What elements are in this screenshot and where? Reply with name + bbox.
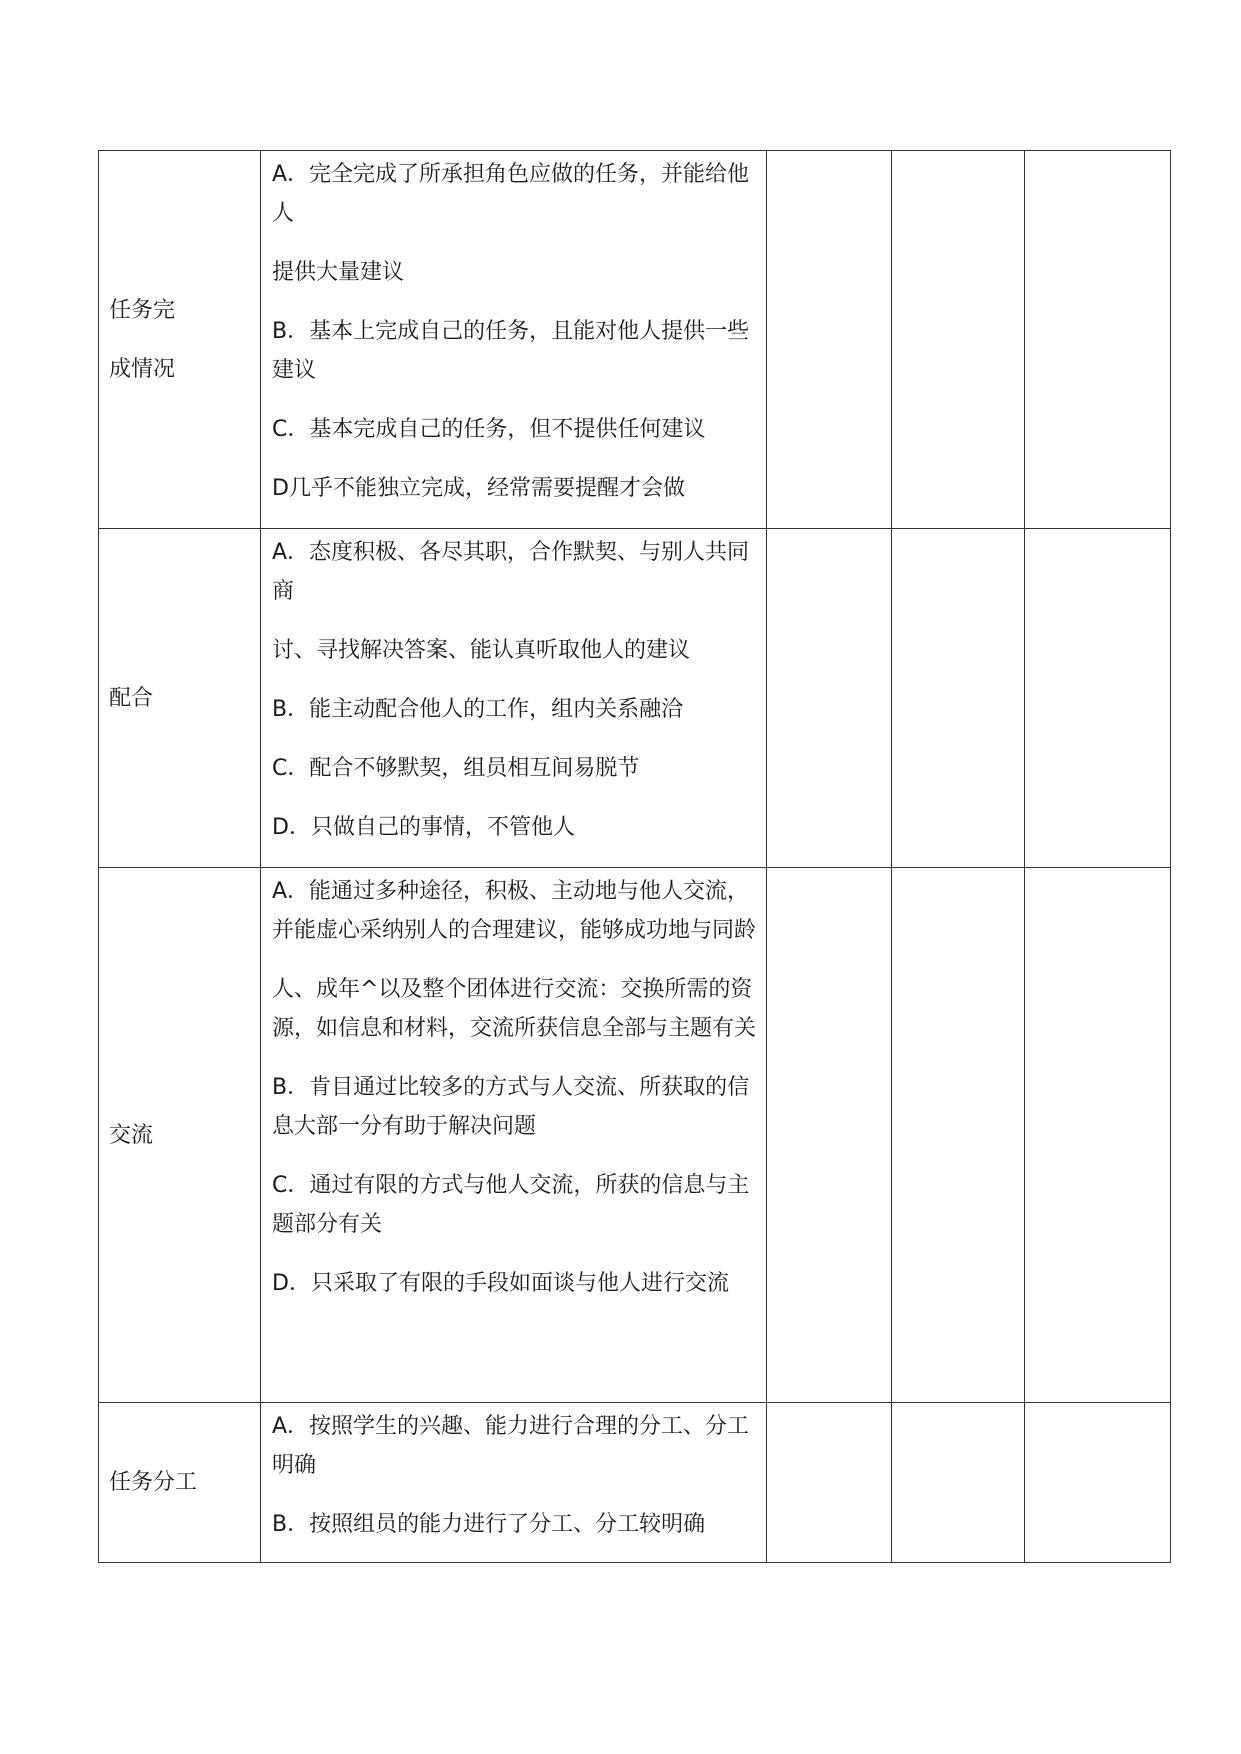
- criteria-item: B．基本上完成自己的任务，且能对他人提供一些建议: [272, 319, 750, 383]
- evaluation-table: [98, 150, 1171, 1563]
- category-cell: [99, 868, 261, 1403]
- category-label: 任务分工: [109, 1470, 198, 1495]
- criteria-item: D几乎不能独立完成，经常需要提醒才会做: [272, 476, 685, 501]
- score-cell[interactable]: [1025, 868, 1171, 1403]
- criteria-item: D．只采取了有限的手段如面谈与他人进行交流: [272, 1271, 729, 1296]
- category-label: 交流: [109, 1122, 154, 1148]
- score-cell[interactable]: [892, 868, 1025, 1403]
- criteria-item: A．按照学生的兴趣、能力进行合理的分工、分工明确: [272, 1414, 750, 1478]
- table-row: [99, 151, 1171, 529]
- criteria-item: A．完全完成了所承担角色应做的任务，并能给他人: [272, 162, 750, 226]
- table-row: [99, 868, 1171, 1403]
- criteria-cell: [261, 151, 767, 529]
- criteria-item: 讨、寻找解决答案、能认真听取他人的建议: [272, 638, 691, 663]
- score-cell[interactable]: [892, 1403, 1025, 1563]
- score-cell[interactable]: [1025, 1403, 1171, 1563]
- criteria-item: D．只做自己的事情，不管他人: [272, 815, 575, 840]
- criteria-item: B．按照组员的能力进行了分工、分工较明确: [272, 1512, 706, 1537]
- category-cell: [99, 529, 261, 868]
- category-label: 配合: [109, 685, 154, 711]
- table-row: [99, 1403, 1171, 1563]
- criteria-item: A．态度积极、各尽其职，合作默契、与别人共同商: [272, 540, 750, 604]
- criteria-item: B．肯目通过比较多的方式与人交流、所获取的信息大部一分有助于解决问题: [272, 1075, 750, 1139]
- criteria-item: C．基本完成自己的任务，但不提供任何建议: [272, 417, 706, 442]
- criteria-item: 提供大量建议: [272, 260, 405, 285]
- score-cell[interactable]: [767, 868, 892, 1403]
- criteria-item: C．配合不够默契，组员相互间易脱节: [272, 756, 640, 781]
- table-row: [99, 529, 1171, 868]
- category-label: 成情况: [109, 356, 176, 382]
- score-cell[interactable]: [892, 529, 1025, 868]
- score-cell[interactable]: [767, 1403, 892, 1563]
- score-cell[interactable]: [767, 151, 892, 529]
- category-cell: [99, 1403, 261, 1563]
- category-label: 任务完: [109, 297, 176, 323]
- criteria-cell: [261, 868, 767, 1403]
- criteria-item: 人、成年^以及整个团体进行交流：交换所需的资源，如信息和材料，交流所获信息全部与主题有关: [272, 977, 757, 1041]
- score-cell[interactable]: [767, 529, 892, 868]
- criteria-cell: [261, 1403, 767, 1563]
- criteria-item: B．能主动配合他人的工作，组内关系融洽: [272, 697, 684, 722]
- score-cell[interactable]: [892, 151, 1025, 529]
- category-cell: [99, 151, 261, 529]
- criteria-item: C．通过有限的方式与他人交流，所获的信息与主题部分有关: [272, 1173, 750, 1237]
- score-cell[interactable]: [1025, 151, 1171, 529]
- score-cell[interactable]: [1025, 529, 1171, 868]
- criteria-cell: [261, 529, 767, 868]
- criteria-item: A．能通过多种途径，积极、主动地与他人交流，并能虚心采纳别人的合理建议，能够成功地与同龄: [272, 879, 757, 943]
